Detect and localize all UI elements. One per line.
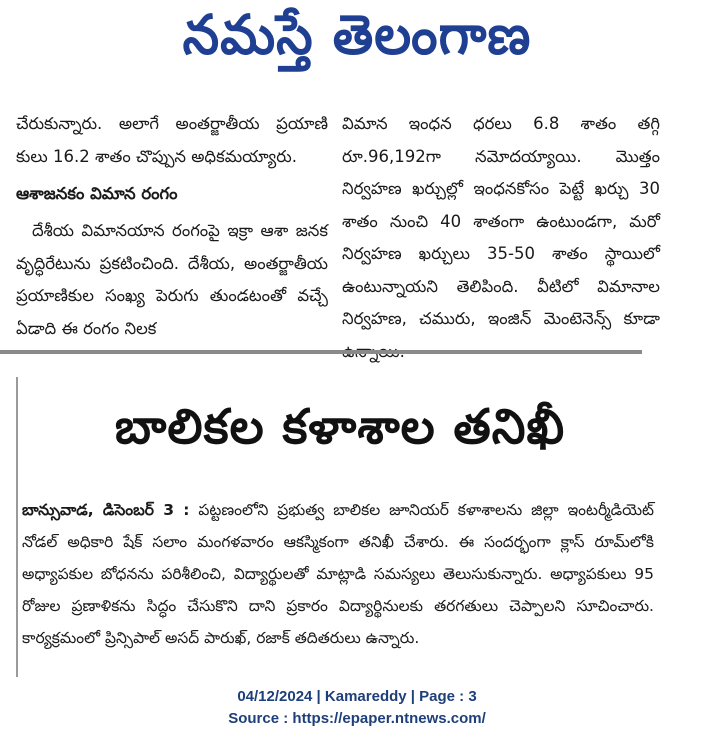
right-paragraph-1: విమాన ఇంధన ధరలు 6.8 శాతం తగ్గి రూ.96,192గా నమోదయ్యాయి. మొత్తం నిర్వహణ ఖర్చుల్లో ఇంధనకోసం పెట్టే ఖర్చు 30 శాతం నుంచి 40 శాతంగా ఉంటుండగా, మరో నిర్వహణ ఖర్చులు 35-50 శాతం స్థాయిలో ఉంటున్నాయని తెలిపింది. వీటిలో విమానాల నిర్వహణ, చమురు, ఇంజిన్ మెంటెనెన్స్ కూడా (342, 114, 660, 328)
article-dateline: బాన్సువాడ, డిసెంబర్ 3 : (22, 501, 190, 519)
left-paragraph-2: దేశీయ విమానయాన రంగంపై ఇక్రా ఆశా జనక వృద్ధిరేటును ప్రకటించింది. దేశీయ, అంతర్జాతీయ ప్రయాణికుల సంఖ్య పెరుగు తుండటంతో వచ్చే ఏడాది ఈ రంగం నిలక (16, 221, 328, 338)
masthead-title: నమస్తే తెలంగాణ (182, 4, 532, 68)
left-subheading: ఆశాజనకం విమాన రంగం (16, 184, 178, 203)
article-text: పట్టణంలోని ప్రభుత్వ బాలికల జూనియర్ కళాశాలను జిల్లా ఇంటర్మీడియెట్ నోడల్ అధికారి షేక్ సలాం మంగళవారం ఆకస్మికంగా తనిఖీ చేశారు. ఈ సందర్భంగా క్లాస్ రూమ్‌లోకి అధ్యాపకుల బోధనను పరిశీలించి, విద్యార్థులతో మాట్లాడి సమస్యలు తెలుసుకున్నారు. అధ్యాపకులు 95 రోజుల ప్రణాళికను సిద్ధం చేసుకొని దాని ప్రకారం విద్యార్థినులకు తరగతులు చెప్పాలని సూచించారు. కార్యక్రమంలో ప్రిన్సిపాల్ అసద్ పారుఖ్, రజాక్ తదితరులు ఉన్నారు. (22, 501, 654, 647)
top-right-column (342, 108, 660, 368)
page-footer (0, 686, 714, 730)
top-left-column (16, 108, 328, 345)
article-side-rule (16, 377, 18, 677)
article-body (22, 494, 654, 654)
footer-edition-line: 04/12/2024 | Kamareddy | Page : 3 (237, 688, 477, 705)
article-headline: బాలికల కళాశాల తనిఖీ (114, 399, 566, 455)
section-divider (0, 350, 642, 354)
left-paragraph-1: చేరుకున్నారు. అలాగే అంతర్జాతీయ ప్రయాణి కులు 16.2 శాతం చొప్పున అధికమయ్యారు. (16, 114, 328, 166)
newspaper-masthead (0, 0, 714, 82)
footer-source-line: Source : https://epaper.ntnews.com/ (228, 710, 486, 727)
